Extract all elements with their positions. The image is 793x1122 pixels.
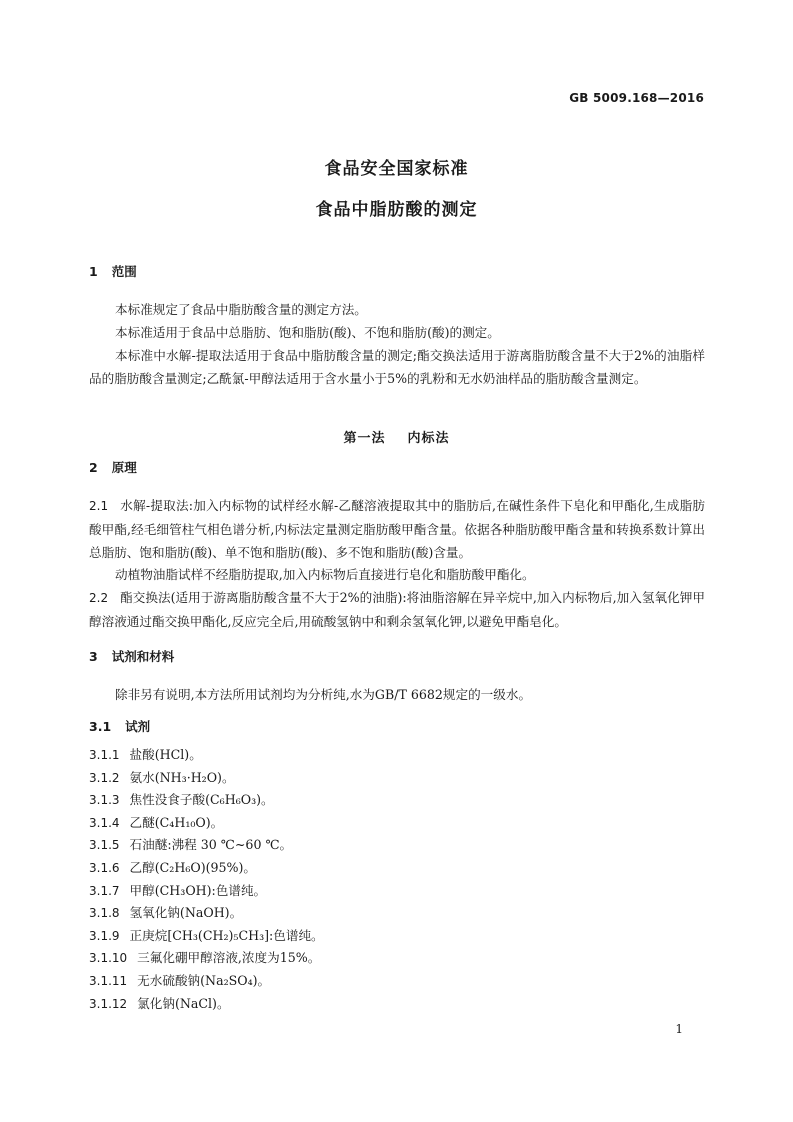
- section-2-2-number: 2.2: [89, 591, 109, 605]
- reagent-number: 3.1.10: [89, 951, 128, 966]
- reagent-number: 3.1.11: [89, 973, 128, 988]
- reagent-text: 乙醚(C₄H₁₀O)。: [129, 814, 224, 830]
- section-2-1-text: 水解-提取法:加入内标物的试样经水解-乙醚溶液提取其中的脂肪后,在碱性条件下皂化和甲酯化,生成脂肪酸甲酯,经毛细管柱气相色谱分析,内标法定量测定脂肪酸甲酯含量。依据各种脂肪酸甲酯含量和转换系数计算出总脂肪、饱和脂肪(酸)、单不饱和脂肪(酸)、多不饱和脂肪(酸)含量。: [89, 498, 705, 560]
- section-2-title: 原理: [111, 460, 137, 475]
- section-2-heading: [89, 458, 137, 476]
- section-1-paragraph-1: 本标准规定了食品中脂肪酸含量的测定方法。: [115, 302, 367, 317]
- section-3-1-number: 3.1: [89, 719, 112, 734]
- section-3-number: 3: [89, 649, 98, 664]
- method-1-name: 内标法: [407, 431, 450, 446]
- reagent-item: [89, 744, 705, 767]
- page-number: 1: [675, 1022, 683, 1036]
- section-1-heading: [89, 262, 137, 280]
- reagent-item: [89, 834, 705, 857]
- reagent-number: 3.1.3: [89, 793, 120, 808]
- reagent-item: [89, 902, 705, 925]
- reagent-number: 3.1.7: [89, 883, 120, 898]
- reagent-item: [89, 880, 705, 903]
- reagent-text: 乙醇(C₂H₆O)(95%)。: [129, 859, 257, 875]
- reagent-text: 焦性没食子酸(C₆H₆O₃)。: [129, 792, 274, 808]
- reagent-text: 氨水(NH₃·H₂O)。: [129, 769, 235, 785]
- reagent-number: 3.1.6: [89, 860, 120, 875]
- reagent-item: [89, 970, 705, 993]
- section-3-1-title: 试剂: [125, 719, 151, 734]
- section-2-2-paragraph: [89, 586, 705, 633]
- section-3-intro: 除非另有说明,本方法所用试剂均为分析纯,水为GB/T 6682规定的一级水。: [115, 687, 532, 702]
- reagent-number: 3.1.1: [89, 748, 120, 762]
- reagent-text: 氢氧化钠(NaOH)。: [129, 905, 243, 921]
- standard-code: GB 5009.168—2016: [569, 91, 704, 105]
- reagent-list: [89, 744, 705, 1015]
- reagent-text: 甲醇(CH₃OH):色谱纯。: [129, 882, 267, 898]
- section-1-title: 范围: [111, 264, 137, 279]
- reagent-number: 3.1.2: [89, 770, 120, 785]
- section-1-paragraph-3: 本标准中水解-提取法适用于食品中脂肪酸含量的测定;酯交换法适用于游离脂肪酸含量不大于2%的油脂样品的脂肪酸含量测定;乙酰氯-甲醇法适用于含水量小于5%的乳粉和无水奶油样品的脂肪酸含量测定。: [89, 348, 705, 386]
- reagent-number: 3.1.12: [89, 996, 128, 1011]
- document-title-line-2: 食品中脂肪酸的测定: [315, 200, 478, 220]
- section-1-number: 1: [89, 264, 98, 279]
- reagent-text: 正庚烷[CH₃(CH₂)₅CH₃]:色谱纯。: [129, 927, 324, 943]
- section-2-number: 2: [89, 460, 98, 475]
- reagent-item: [89, 789, 705, 812]
- method-1-label: 第一法: [343, 431, 386, 446]
- reagent-item: [89, 767, 705, 790]
- reagent-text: 三氟化硼甲醇溶液,浓度为15%。: [137, 950, 321, 966]
- reagent-text: 盐酸(HCl)。: [129, 747, 202, 762]
- reagent-item: [89, 857, 705, 880]
- reagent-item: [89, 947, 705, 970]
- section-3-title: 试剂和材料: [111, 649, 175, 664]
- section-2-2-text: 酯交换法(适用于游离脂肪酸含量不大于2%的油脂):将油脂溶解在异辛烷中,加入内标物后,加入氢氧化钾甲醇溶液通过酯交换甲酯化,反应完全后,用硫酸氢钠中和剩余氢氧化钾,以避免甲酯皂化。: [89, 590, 705, 629]
- section-2-1-number: 2.1: [89, 499, 109, 513]
- reagent-number: 3.1.4: [89, 815, 120, 830]
- reagent-text: 石油醚:沸程 30 ℃~60 ℃。: [129, 837, 293, 853]
- document-title-line-1: 食品安全国家标准: [324, 159, 469, 179]
- reagent-number: 3.1.9: [89, 928, 120, 943]
- reagent-text: 氯化钠(NaCl)。: [137, 995, 230, 1011]
- section-3-heading: [89, 647, 174, 665]
- reagent-number: 3.1.8: [89, 906, 120, 921]
- reagent-number: 3.1.5: [89, 838, 120, 853]
- reagent-item: [89, 925, 705, 948]
- section-2-1-paragraph: [89, 494, 705, 564]
- method-1-title: [0, 427, 793, 446]
- section-1-paragraph-2: 本标准适用于食品中总脂肪、饱和脂肪(酸)、不饱和脂肪(酸)的测定。: [115, 325, 500, 340]
- section-3-1-heading: [89, 717, 150, 735]
- section-2-1-paragraph-b: 动植物油脂试样不经脂肪提取,加入内标物后直接进行皂化和脂肪酸甲酯化。: [115, 567, 535, 582]
- reagent-text: 无水硫酸钠(Na₂SO₄)。: [137, 972, 271, 988]
- reagent-item: [89, 993, 705, 1016]
- reagent-item: [89, 812, 705, 835]
